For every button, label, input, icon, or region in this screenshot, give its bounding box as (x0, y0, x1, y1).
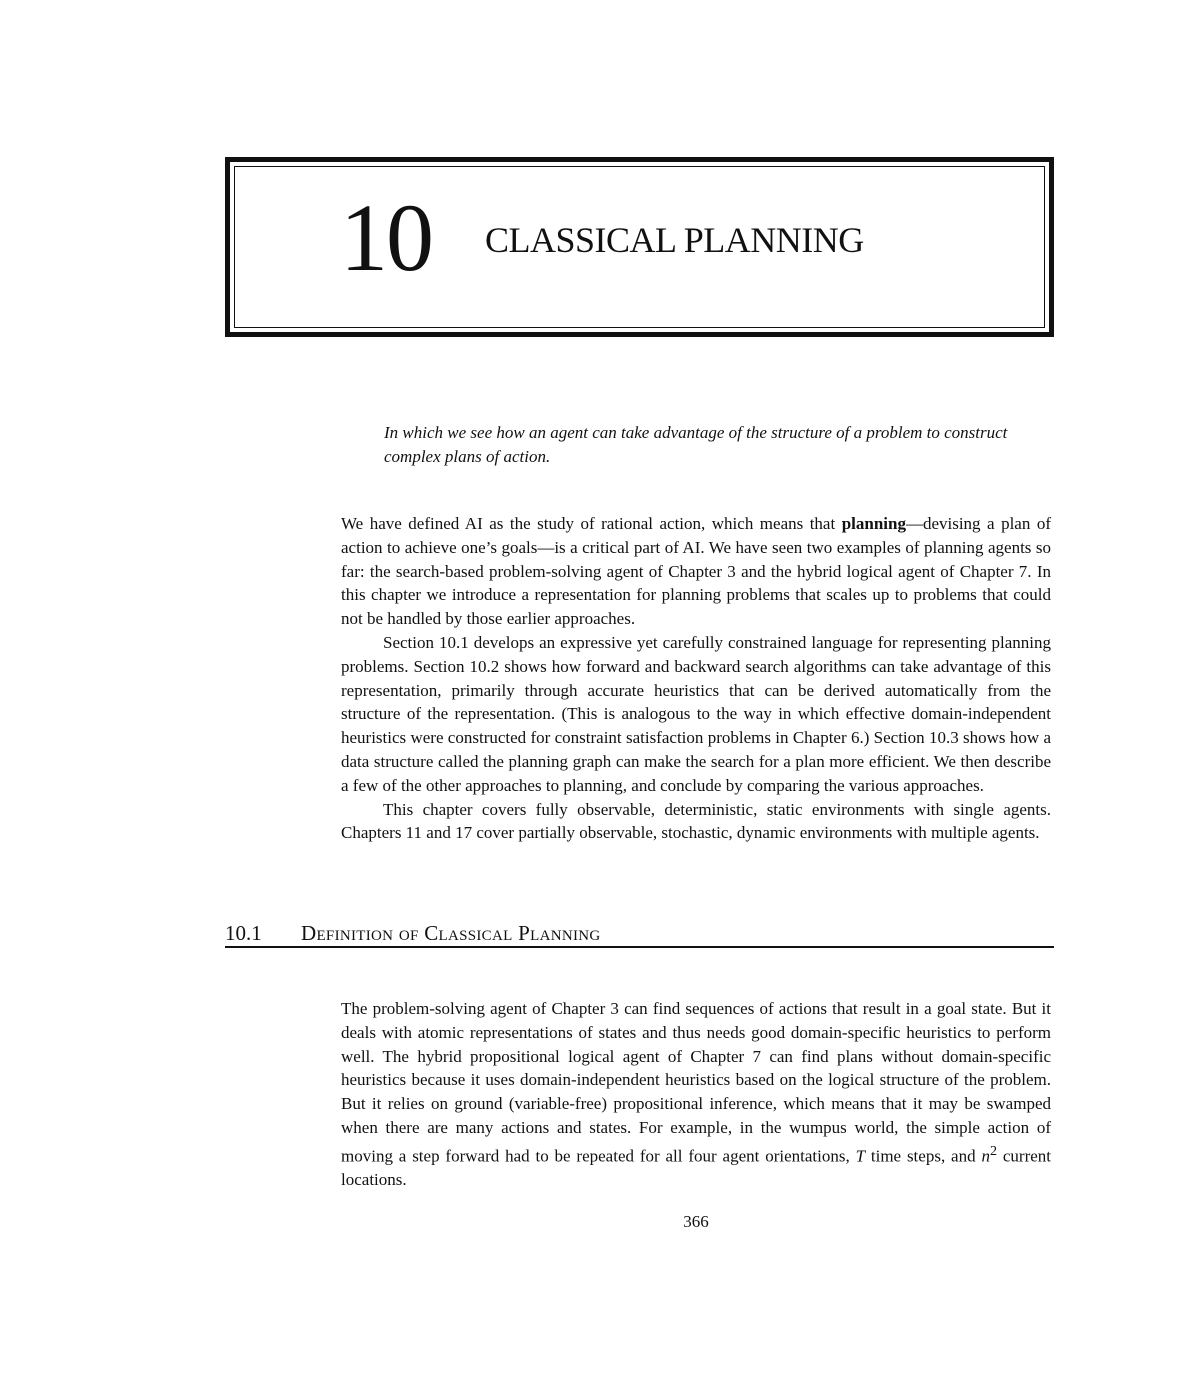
intro-text (341, 512, 1051, 845)
section-paragraph-1-end: current locations. (341, 1146, 1052, 1190)
section-paragraph-1 (341, 997, 1051, 1192)
chapter-epigraph: In which we see how an agent can take advantage of the structure of a problem to construct complex plans of action. (384, 423, 1008, 466)
section-title: Definition of Classical Planning (301, 921, 601, 945)
intro-paragraph-1 (341, 512, 1051, 631)
intro-paragraph-2: Section 10.1 develops an expressive yet carefully constrained language for representing planning problems. Section 10.2 shows how forward and backward search algorithms can take advantage of this representation, primarily through accurate heuristics that can be derived automatically from the structure of the representation. (This is analogous to the way in which effective domain-independent heuristics were constructed for constraint satisfaction problems in Chapter 6.) Section 10.3 shows how a data structure called the planning graph can make the search for a plan more efficient. We then describe a few of the other approaches to planning, and conclude by comparing the various approaches. (341, 632, 1051, 795)
section-text (341, 997, 1051, 1192)
math-variable-n: n (981, 1146, 990, 1166)
math-exponent-2: 2 (989, 1142, 998, 1159)
chapter-title: CLASSICAL PLANNING (485, 220, 864, 260)
section-paragraph-1-middle: time steps, and (865, 1146, 982, 1166)
math-variable-t: T (855, 1146, 866, 1166)
page-number: 366 (683, 1212, 709, 1231)
intro-paragraph-3: This chapter covers fully observable, deterministic, static environments with single agents. Chapters 11 and 17 cover partially observable, stochastic, dynamic environments with multiple agents. (341, 799, 1051, 843)
intro-paragraph-1-rest: —devising a plan of action to achieve one’s goals—is a critical part of AI. We have seen two examples of planning agents so far: the search-based problem-solving agent of Chapter 3 and the hybrid logical agent of Chapter 7. In this chapter we introduce a representation for planning problems that scales up to problems that could not be handled by those earlier approaches. (341, 514, 1051, 629)
intro-paragraph-1-start: We have defined AI as the study of rational action, which means that (341, 514, 842, 533)
chapter-number: 10 (340, 184, 432, 291)
term-planning: planning (841, 514, 906, 533)
section-number: 10.1 (225, 921, 262, 945)
chapter-title-box (225, 157, 1054, 337)
section-heading (225, 920, 1054, 948)
section-paragraph-1-start: The problem-solving agent of Chapter 3 can find sequences of actions that result in a goal state. But it deals with atomic representations of states and thus needs good domain-specific heuristics to perform well. The hybrid propositional logical agent of Chapter 7 can find plans without domain-specific heuristics because it uses domain-independent heuristics based on the logical structure of the problem. But it relies on ground (variable-free) propositional inference, which means that it may be swamped when there are many actions and states. For example, in the wumpus world, the simple action of moving a step forward had to be repeated for all four agent orientations, (341, 999, 1051, 1166)
